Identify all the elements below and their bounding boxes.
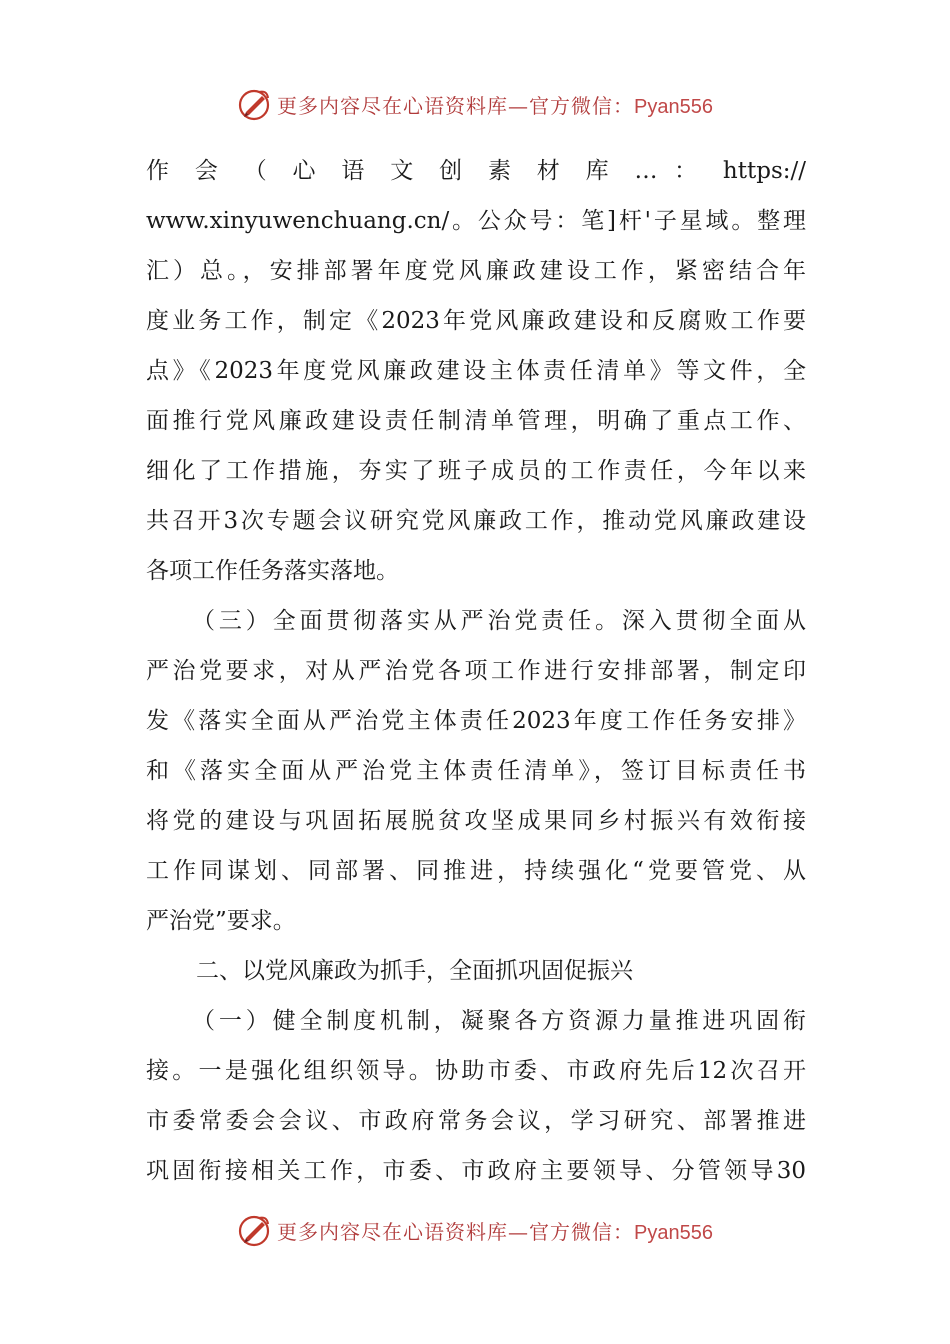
section-heading: 二、以党风廉政为抓手，全面抓巩固促振兴 [196,958,633,984]
footer-watermark-banner [0,1208,950,1252]
text-line: 接。一是强化组织领导。协助市委、市政府先后12次召开 [146,1058,806,1084]
header-banner-label: 更多内容尽在心语资料库—官方微信： [277,93,635,118]
footer-wechat-id: Pyan556 [634,1221,713,1244]
text-line: 面推行党风廉政建设责任制清单管理，明确了重点工作、 [146,408,806,434]
paragraph-start-line: （三）全面贯彻落实从严治党责任。深入贯彻全面从 [192,608,806,634]
text-line: 将党的建设与巩固拓展脱贫攻坚成果同乡村振兴有效衔接 [146,808,806,834]
text-line: 工作同谋划、同部署、同推进，持续强化“党要管党、从 [146,858,806,884]
footer-banner-text [277,1216,713,1245]
text-line: 汇）总。，安排部署年度党风廉政建设工作，紧密结合年 [146,258,806,284]
text-line: 巩固衔接相关工作，市委、市政府主要领导、分管领导30 [146,1158,806,1184]
footer-banner-label: 更多内容尽在心语资料库—官方微信： [277,1219,635,1244]
text-line: 市委常委会会议、市政府常务会议，学习研究、部署推进 [146,1108,806,1134]
text-line: 细化了工作措施，夯实了班子成员的工作责任，今年以来 [146,458,806,484]
header-watermark-banner [0,82,950,126]
text-line: 点》《2023年度党风廉政建设主体责任清单》等文件，全 [146,358,806,384]
text-line: 度业务工作，制定《2023年党风廉政建设和反腐败工作要 [146,308,806,334]
text-line: 和《落实全面从严治党主体责任清单》，签订目标责任书 [146,758,806,784]
pen-logo-icon [237,86,273,122]
text-line: 发《落实全面从严治党主体责任2023年度工作任务安排》 [146,708,806,734]
text-line: 共召开3次专题会议研究党风廉政工作，推动党风廉政建设 [146,508,806,534]
text-line: www.xinyuwenchuang.cn/。公众号：笔]杆'子星域。整理 [146,208,806,234]
paragraph-start-line: （一）健全制度机制，凝聚各方资源力量推进巩固衔 [192,1008,806,1034]
document-body [146,146,806,1196]
pen-logo-icon [237,1212,273,1248]
text-line: 严治党”要求。 [146,908,296,934]
text-line: 各项工作任务落实落地。 [146,558,399,584]
text-line: 作 会 （ 心 语 文 创 素 材 库 … ： https:// [146,158,806,184]
text-line: 严治党要求，对从严治党各项工作进行安排部署，制定印 [146,658,806,684]
header-wechat-id: Pyan556 [634,95,713,118]
header-banner-text [277,90,713,119]
